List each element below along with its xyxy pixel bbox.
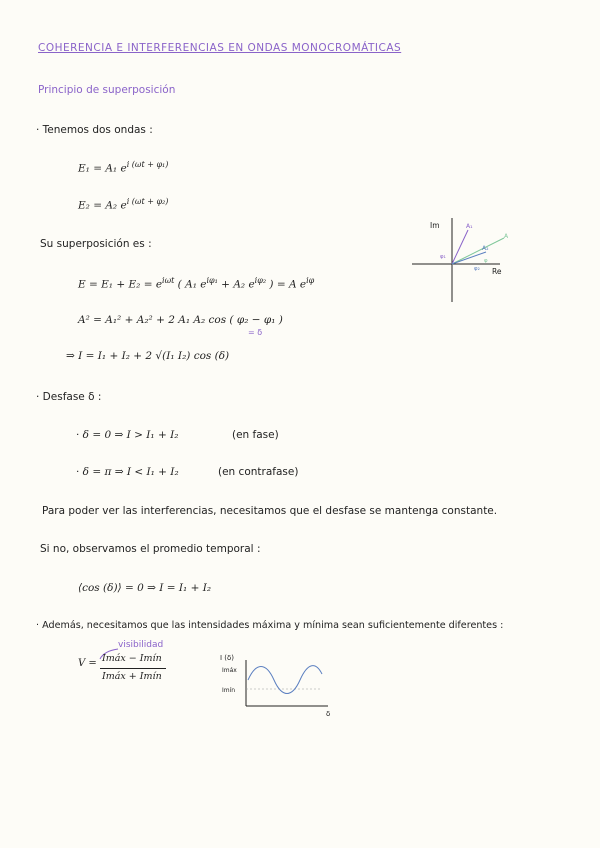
phi1-label: φ₁ <box>440 254 446 260</box>
phasor-a <box>452 238 504 264</box>
page-title: COHERENCIA E INTERFERENCIAS EN ONDAS MONOCROMÁTICAS <box>38 42 402 54</box>
a1-label: A₁ <box>466 223 473 230</box>
case-antiphase-note: (en contrafase) <box>218 466 299 478</box>
visibility-denominator: Imáx + Imín <box>102 671 162 682</box>
sum-exp2: iφ₁ <box>206 276 218 285</box>
imin-label: Imín <box>222 687 236 694</box>
a-label: A <box>504 233 509 240</box>
equation-e1 <box>78 160 168 175</box>
sum-exp4: iφ <box>306 276 315 285</box>
x-axis-label: δ <box>326 710 331 718</box>
re-axis-label: Re <box>492 267 502 276</box>
desfase-text: · Desfase δ : <box>36 391 102 403</box>
case-in-phase: · δ = 0 ⇒ I > I₁ + I₂ <box>76 429 179 441</box>
imax-label: Imáx <box>222 667 237 674</box>
intensity-curve <box>248 666 322 694</box>
sum-part4: ) = A e <box>266 278 307 291</box>
e2-base: E₂ = A₂ e <box>78 199 127 212</box>
e1-base: E₁ = A₁ e <box>78 162 127 175</box>
e1-exponent: i (ωt + φ₁) <box>126 160 169 169</box>
paragraph-average: Si no, observamos el promedio temporal : <box>40 543 261 555</box>
superposition-text: Su superposición es : <box>40 238 152 250</box>
y-axis-label: I (δ) <box>220 654 235 662</box>
sum-exp3: iφ₂ <box>254 276 267 285</box>
visibility-numerator: Imáx − Imín <box>102 653 162 664</box>
a2-label: A₂ <box>482 245 489 252</box>
fraction-bar <box>100 668 166 669</box>
sum-exp1: iωt <box>162 276 175 285</box>
sum-part1: E = E₁ + E₂ = e <box>78 278 163 291</box>
equation-sum <box>78 276 314 291</box>
section-heading: Principio de superposición <box>38 84 176 96</box>
case-antiphase: · δ = π ⇒ I < I₁ + I₂ <box>76 466 179 478</box>
equation-intensity: ⇒ I = I₁ + I₂ + 2 √(I₁ I₂) cos (δ) <box>66 350 230 362</box>
paragraph-visibility: · Además, necesitamos que las intensidades máxima y mínima sean suficientemente diferentes : <box>36 620 504 631</box>
sum-part2: ( A₁ e <box>174 278 207 291</box>
case-in-phase-note: (en fase) <box>232 429 279 441</box>
delta-note: = δ <box>248 328 263 337</box>
visibility-v: V = <box>78 658 97 669</box>
equation-amplitude: A² = A₁² + A₂² + 2 A₁ A₂ cos ( φ₂ − φ₁ ) <box>78 314 283 326</box>
sum-part3: + A₂ e <box>217 278 255 291</box>
intensity-graph <box>218 650 338 718</box>
im-axis-label: Im <box>430 221 440 230</box>
equation-e2 <box>78 197 168 212</box>
equation-average: ⟨cos (δ)⟩ = 0 ⇒ I = I₁ + I₂ <box>78 582 212 594</box>
e2-exponent: i (ωt + φ₂) <box>126 197 169 206</box>
intro-text: · Tenemos dos ondas : <box>36 124 153 136</box>
phi2-label: φ₂ <box>474 266 480 272</box>
phi-label: φ <box>484 258 488 264</box>
phasor-diagram <box>408 214 528 306</box>
visibility-label: visibilidad <box>118 640 164 650</box>
paragraph-interference: Para poder ver las interferencias, necesitamos que el desfase se mantenga constante. <box>42 505 498 517</box>
